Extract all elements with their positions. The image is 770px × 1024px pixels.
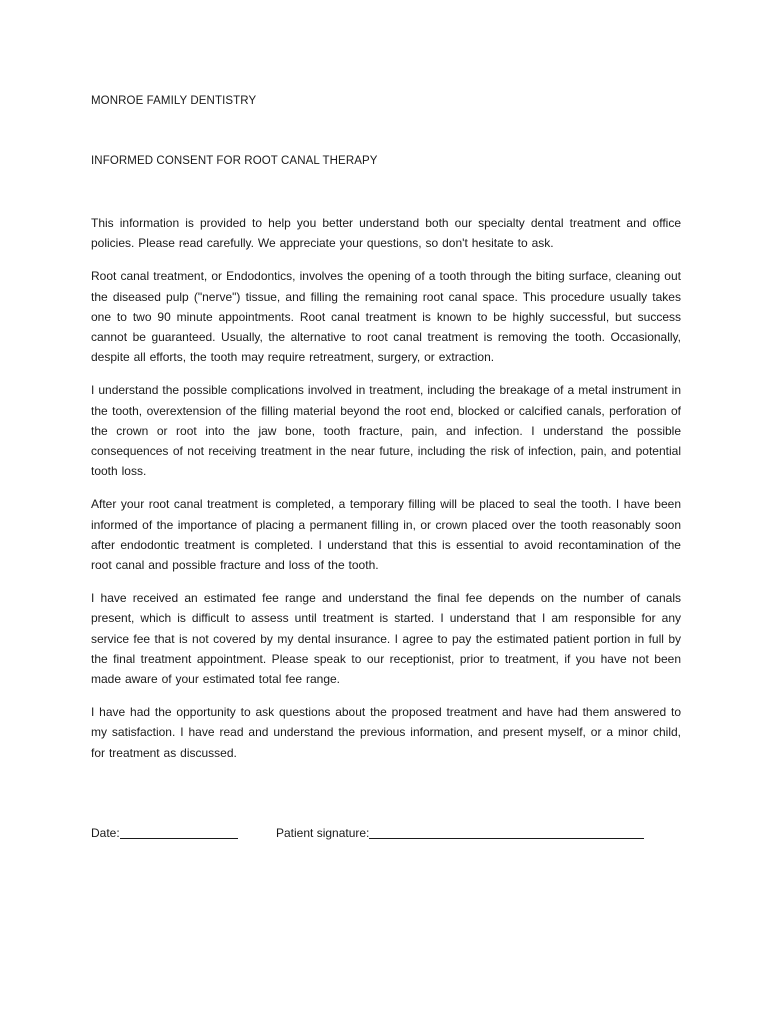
form-title: INFORMED CONSENT FOR ROOT CANAL THERAPY xyxy=(91,155,378,167)
date-field[interactable] xyxy=(91,825,238,840)
practice-name: MONROE FAMILY DENTISTRY xyxy=(91,95,257,107)
patient-signature-line[interactable] xyxy=(369,827,644,839)
procedure-paragraph: Root canal treatment, or Endodontics, involves the opening of a tooth through the biting surface, cleaning out the diseased pulp ("nerve") tissue, and filling the remaining root canal space. This procedure usually takes one to two 90 minute appointments. Root canal treatment is known to be highly successful, but success cannot be guaranteed. Usually, the alternative to root canal treatment is removing the tooth. Occasionally, despite all efforts, the tooth may require retreatment, surgery, or extraction. xyxy=(91,269,681,365)
acknowledgement-paragraph: I have had the opportunity to ask questions about the proposed treatment and have had them answered to my satisfaction. I have read and understand the previous information, and present myself, or a minor child, for treatment as discussed. xyxy=(91,705,681,760)
complications-paragraph: I understand the possible complications involved in treatment, including the breakage of a metal instrument in the tooth, overextension of the filling material beyond the root end, blocked or calcified canals, perforation of the crown or root into the jaw bone, tooth fracture, pain, and infection. I understand the possible consequences of not receiving treatment in the near future, including the risk of infection, pain, and potential tooth loss. xyxy=(91,383,681,479)
patient-signature-label: Patient signature: xyxy=(276,826,370,840)
date-label: Date: xyxy=(91,826,120,840)
date-line[interactable] xyxy=(120,827,238,839)
consent-body xyxy=(91,213,681,776)
fee-paragraph: I have received an estimated fee range and understand the final fee depends on the number of canals present, which is difficult to assess until treatment is started. I understand that I am responsible for any service fee that is not covered by my dental insurance. I agree to pay the estimated patient portion in full by the final treatment appointment. Please speak to our receptionist, prior to treatment, if you have not been made aware of your estimated total fee range. xyxy=(91,591,681,687)
intro-paragraph: This information is provided to help you better understand both our specialty dental treatment and office policies. Please read carefully. We appreciate your questions, so don't hesitate to ask. xyxy=(91,216,681,251)
patient-signature-field[interactable] xyxy=(276,825,644,840)
aftercare-paragraph: After your root canal treatment is completed, a temporary filling will be placed to seal the tooth. I have been informed of the importance of placing a permanent filling in, or crown placed over the tooth reasonably soon after endodontic treatment is completed. I understand that this is essential to avoid recontamination of the root canal and possible fracture and loss of the tooth. xyxy=(91,497,681,573)
